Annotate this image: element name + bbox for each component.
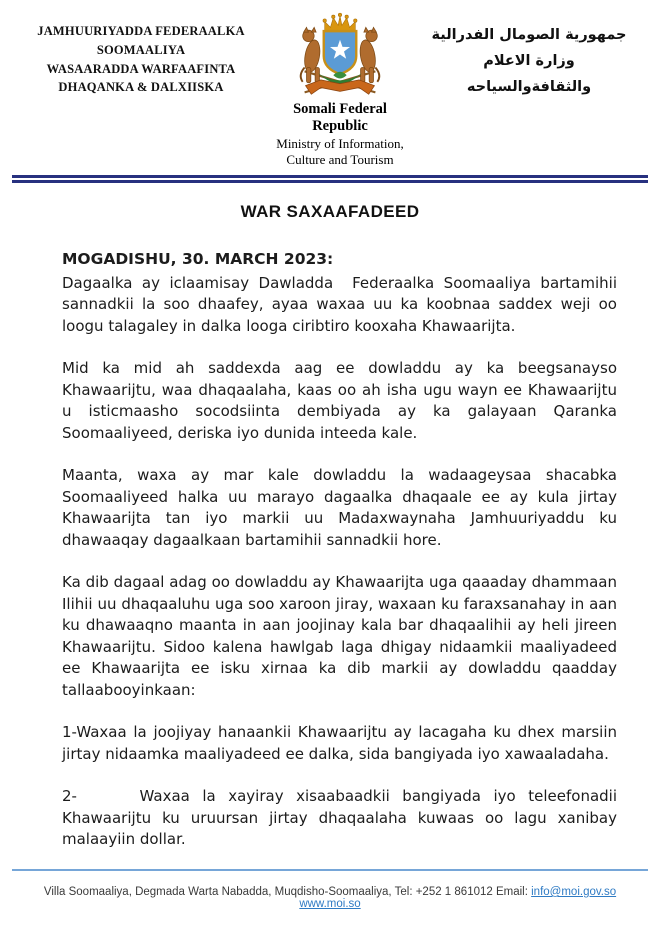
crown bbox=[323, 13, 357, 31]
dateline: MOGADISHU, 30. MARCH 2023: bbox=[62, 250, 334, 268]
ministry-name-somali-line: DHAQANKA & DALXIISKA bbox=[58, 80, 224, 95]
paragraph: Dagaalka ay iclaamisay Dawladda Federaalka Soomaaliya bartamihii sannadkii la soo dhaafey, ayaa waxaa uu ka koobnaa saddex weji oo loogu talagaley in dalka looga ciribtiro kooxaha Khawaarijta. bbox=[62, 273, 617, 335]
numbered-item-2: 2- Waxaa la xayiray xisaabaadkii bangiyada iyo teleefonadii Khawaarijtu ku uruursan jirtay dhaqaalaha kuwaas oo lagu xanibay malaayiin dollar. bbox=[62, 787, 617, 848]
footer-address: Villa Soomaaliya, Degmada Warta Nabadda, Muqdisho-Soomaaliya, Tel: +252 1 861012 Email: bbox=[43, 886, 528, 898]
ministry-name-somali-line: SOOMAALIYA bbox=[96, 42, 186, 57]
footer-website-link[interactable]: www.moi.so bbox=[299, 898, 361, 910]
document-title: WAR SAXAAFADEED bbox=[240, 202, 420, 221]
ministry-title-english: Ministry of Information, Culture and Tourism bbox=[276, 136, 404, 167]
paragraph: Mid ka mid ah saddexda aag ee dowladdu ay ka beegsanayso Khawaarijtu, waa dhaqaalaha, kaas oo ah isha ugu wayn ee Khawaarijtu u isticmaasho socodsiinta dembiyada ay ka galayaan Qaranka Soomaaliyeed, deriska iyo dunida inteeda kale. bbox=[62, 359, 617, 442]
ministry-name-somali bbox=[12, 12, 270, 97]
leopard-left bbox=[301, 27, 322, 82]
ministry-name-somali-line: WASAARADDA WARFAAFINTA bbox=[46, 61, 236, 76]
somalia-coat-of-arms-icon bbox=[292, 12, 388, 100]
ministry-name-arabic bbox=[410, 12, 648, 100]
footer-email-link[interactable]: info@moi.gov.so bbox=[531, 886, 617, 898]
ministry-name-arabic-line: وزارة الاعلام bbox=[483, 53, 575, 70]
paragraph: Ka dib dagaal adag oo dowladdu ay Khawaarijta uga qaaaday dhammaan Ilihii uu dhaqaaluhu uga soo xaroon jiray, waxaan ku faraxsanahay in aan ku dhawaaqno maanta in aan joojinay kala bar dhaqaalihii ay heli jireen Khawaarijtu. Sidoo kalena hawlgab laga dhigay nidaamkii maaliyadeed ee Khawaarijta ee isku xirnaa ka dib markii ay dowladdu qaadday tallaabooyinkaan: bbox=[62, 573, 617, 699]
ministry-name-arabic-line: والثقافةوالسياحه bbox=[466, 79, 592, 96]
ministry-name-arabic-line: جمهورية الصومال الفدرالية bbox=[431, 27, 627, 43]
numbered-item-1: 1-Waxaa la joojiyay hanaankii Khawaarijtu ay lacagaha ku dhex marsiin jirtay nidaamka maaliyadeed ee dalka, sida bangiyada iyo xawaaladaha. bbox=[62, 723, 617, 763]
press-release-body bbox=[62, 249, 617, 851]
letterhead-center bbox=[270, 12, 410, 168]
footer bbox=[12, 869, 648, 910]
republic-title: Somali Federal Republic bbox=[293, 101, 387, 134]
paragraph: Maanta, waxa ay mar kale dowladdu la wadaageysaa shacabka Soomaaliyeed halka uu marayo dagaalka dhaqaale ee ay kula jirtay Khawaarijta tan iyo markii uu Madaxwaynaha Jamhuuriyaddu ku dhawaaqay dagaalkaan bartamihii sannadkii hore. bbox=[62, 466, 617, 549]
ministry-name-somali-line: JAMHUURIYADDA FEDERAALKA bbox=[37, 24, 245, 38]
header-divider-rule bbox=[12, 175, 648, 183]
leopard-right bbox=[358, 27, 379, 82]
letterhead bbox=[0, 0, 660, 168]
